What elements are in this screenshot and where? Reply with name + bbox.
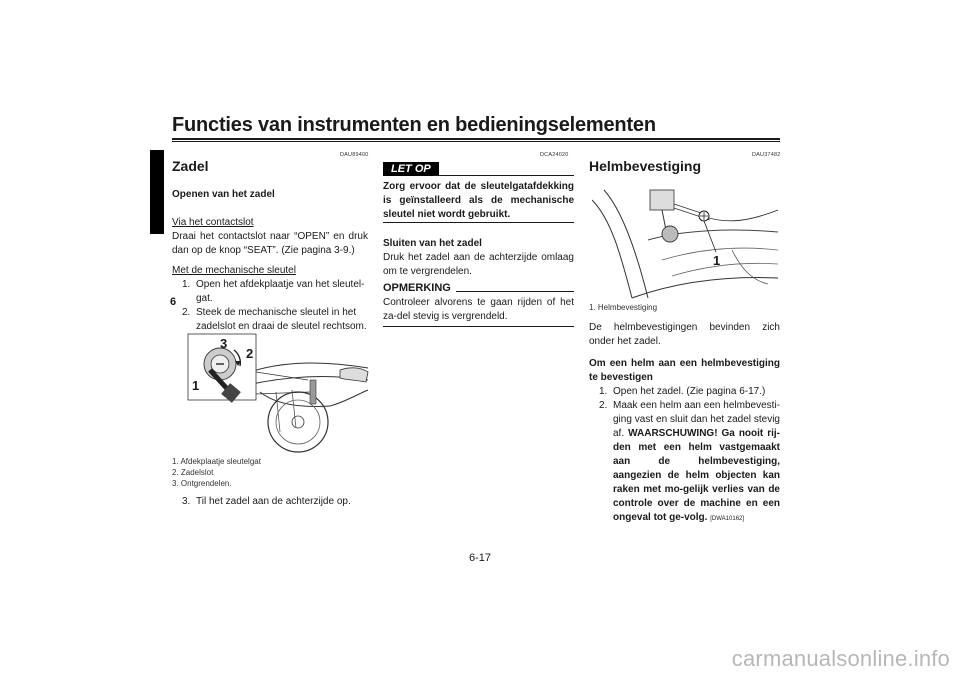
legend-item: 1. Afdekplaatje sleutelgat — [172, 457, 261, 466]
callout-1: 1 — [192, 378, 200, 393]
list-number: 2. — [182, 307, 191, 318]
list-item — [172, 495, 368, 509]
chapter-number: 6 — [170, 296, 177, 308]
caution-rule — [434, 175, 574, 176]
close-text: Druk het zadel aan de achterzijde omlaag om te vergrendelen. — [383, 252, 574, 277]
list-text: Open het zadel. (Zie pagina 6-17.) — [613, 386, 766, 397]
header-rule — [172, 138, 780, 140]
subheading-ignition: Via het contactslot — [172, 217, 254, 228]
right-title-block — [589, 158, 780, 174]
list-item — [172, 278, 368, 306]
caution-text: Zorg ervoor dat de sleutelgatafdekking is geïnstalleerd als de mechanische sleutel niet wordt gebruikt. — [383, 181, 574, 220]
ignition-text: Draai het contactslot naar “OPEN” en druk dan op de knop “SEAT”. (Zie pagina 3-9.) — [172, 231, 368, 256]
list-text: Maak een helm aan een helmbevesti-ging vast en sluit dan het zadel stevig af. — [613, 400, 780, 439]
seat-lock-illustration — [180, 332, 370, 454]
section-code: DAU37482 — [752, 152, 781, 158]
subheading-mechanical-key: Met de mechanische sleutel — [172, 265, 296, 276]
legend-item: 3. Ontgrendelen. — [172, 479, 232, 488]
page-header-title: Functies van instrumenten en bedieningselementen — [172, 114, 656, 136]
list-number: 1. — [182, 279, 191, 290]
subheading-close-seat: Sluiten van het zadel — [383, 238, 482, 249]
section-title-zadel: Zadel — [172, 158, 209, 174]
callout-2: 2 — [246, 346, 254, 361]
left-figure-legend — [172, 456, 368, 509]
list-text: Open het afdekplaatje van het sleutel-gat. — [196, 279, 365, 304]
callout-1: 1 — [713, 253, 721, 268]
list-item — [172, 306, 368, 334]
list-number: 2. — [599, 400, 608, 411]
chapter-tab — [150, 150, 164, 234]
note-label: OPMERKING — [383, 282, 451, 294]
section-title-helmbevestiging: Helmbevestiging — [589, 158, 702, 174]
list-number: 3. — [182, 496, 191, 507]
header-rule-thin — [172, 141, 780, 142]
subheading-open-seat: Openen van het zadel — [172, 189, 275, 200]
list-item — [589, 385, 780, 399]
page-number: 6-17 — [468, 552, 492, 564]
warning-text: WAARSCHUWING! Ga nooit rij-den met een helm vastgemaakt aan de helmbevestiging, aangezien de helm objecten kan raken met mo-gelijk verlies van de controle over de machine en een ongeval tot ge-volg. — [613, 428, 781, 523]
caution-badge: LET OP — [383, 162, 439, 176]
section-code: DAU89400 — [340, 152, 369, 158]
list-item — [589, 399, 780, 526]
middle-column — [383, 237, 574, 279]
watermark: carmanualsonline.info — [731, 646, 950, 671]
caution-end-rule — [383, 222, 574, 223]
left-column — [172, 158, 368, 334]
caution-code: DCA24020 — [540, 152, 569, 158]
legend-item: 1. Helmbevestiging — [589, 303, 658, 312]
intro-text: De helmbevestigingen bevinden zich onder het zadel. — [589, 322, 780, 347]
warning-code: [DWA10162] — [710, 516, 745, 522]
note-end-rule — [383, 326, 574, 327]
list-number: 1. — [599, 386, 608, 397]
helmet-holder-illustration — [592, 180, 778, 300]
subheading-attach-helmet: Om een helm aan een helmbevestiging te bevestigen — [589, 358, 780, 383]
callout-3: 3 — [220, 336, 228, 351]
note-text: Controleer alvorens te gaan rijden of het za-del stevig is vergrendeld. — [383, 297, 574, 322]
list-text: Til het zadel aan de achterzijde op. — [196, 496, 351, 507]
list-text: Steek de mechanische sleutel in het zadelslot en draai de sleutel rechtsom. — [196, 307, 367, 332]
right-column — [589, 302, 780, 526]
note-rule — [456, 291, 574, 292]
legend-item: 2. Zadelslot — [172, 468, 214, 477]
